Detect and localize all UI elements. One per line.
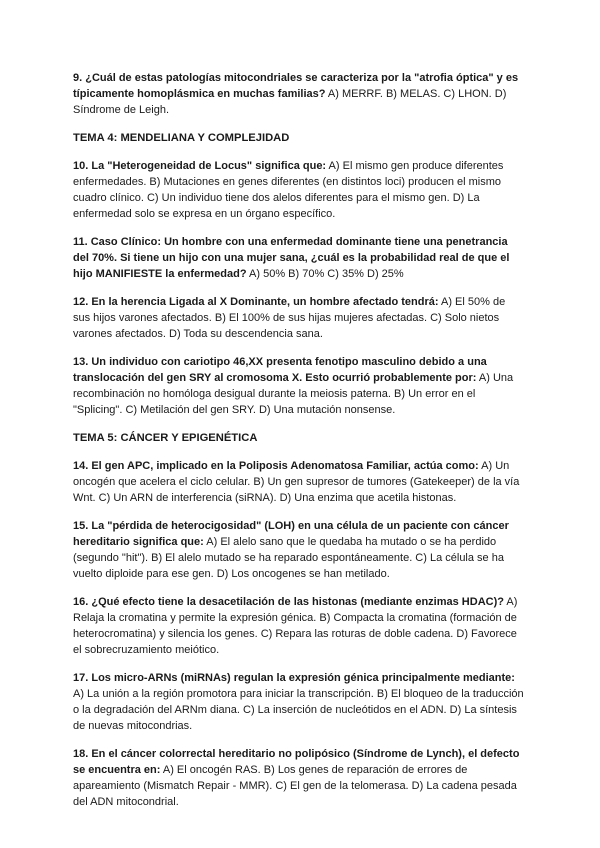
question-stem: 16. ¿Qué efecto tiene la desacetilación de las histonas (mediante enzimas HDAC)? [73, 596, 504, 608]
question-13 [73, 354, 524, 418]
question-10 [73, 158, 524, 222]
question-12 [73, 294, 524, 342]
question-options: A) El mismo gen produce diferentes enfermedades. B) Mutaciones en genes diferentes (en distintos loci) producen el mismo cuadro clínico. C) Un individuo tiene dos alelos diferentes para el mismo gen. D) La enfermedad solo se expresa en un órgano específico. [73, 160, 504, 220]
question-14 [73, 458, 524, 506]
question-17 [73, 670, 524, 734]
question-options: A) Relaja la cromatina y permite la expresión génica. B) Compacta la cromatina (formación de heterocromatina) y silencia los genes. C) Repara las roturas de doble cadena. D) Favorece el sobrecruzamiento meiótico. [73, 596, 518, 656]
question-stem: 14. El gen APC, implicado en la Poliposis Adenomatosa Familiar, actúa como: [73, 460, 479, 472]
question-options: A) Una recombinación no homóloga desigual durante la meiosis paterna. B) Un error en el "Splicing". C) Metilación del gen SRY. D) Una mutación nonsense. [73, 372, 514, 416]
question-15 [73, 518, 524, 582]
question-18 [73, 746, 524, 810]
section-heading-tema-4: TEMA 4: MENDELIANA Y COMPLEJIDAD [73, 132, 290, 144]
question-stem: 15. La "pérdida de heterocigosidad" (LOH) en una célula de un paciente con cáncer hereditario significa que: [73, 520, 509, 548]
question-stem: 11. Caso Clínico: Un hombre con una enfermedad dominante tiene una penetrancia del 70%. Si tiene un hijo con una mujer sana, ¿cuál es la probabilidad real de que el hijo MANIFIESTE la enfermedad? [73, 236, 510, 280]
section-heading-tema-5: TEMA 5: CÁNCER Y EPIGENÉTICA [73, 432, 258, 444]
question-options: A) 50% B) 70% C) 35% D) 25% [246, 268, 404, 280]
question-stem: 12. En la herencia Ligada al X Dominante, un hombre afectado tendrá: [73, 296, 439, 308]
question-options: A) El 50% de sus hijos varones afectados. B) El 100% de sus hijas mujeres afectadas. C) Solo nietos varones afectados. D) Toda su descendencia sana. [73, 296, 506, 340]
question-stem: 10. La "Heterogeneidad de Locus" significa que: [73, 160, 327, 172]
question-stem: 13. Un individuo con cariotipo 46,XX presenta fenotipo masculino debido a una translocación del gen SRY al cromosoma X. Esto ocurrió probablemente por: [73, 356, 487, 384]
question-stem: 17. Los micro-ARNs (miRNAs) regulan la expresión génica principalmente mediante: [73, 672, 515, 684]
question-options: A) El oncogén RAS. B) Los genes de reparación de errores de apareamiento (Mismatch Repair - MMR). C) El gen de la telomerasa. D) La cadena pesada del ADN mitocondrial. [73, 764, 517, 808]
question-options: A) La unión a la región promotora para iniciar la transcripción. B) El bloqueo de la traducción o la degradación del ARNm diana. C) La inserción de nucleótidos en el ADN. D) La síntesis de nuevas mitocondrias. [73, 688, 524, 732]
question-16 [73, 594, 524, 658]
question-options: A) El alelo sano que le quedaba ha mutado o se ha perdido (segundo "hit"). B) El alelo mutado se ha reparado espontáneamente. C) La célula se ha vuelto diploide para ese gen. D) Los oncogenes se han metilado. [73, 536, 504, 580]
question-options: A) Un oncogén que acelera el ciclo celular. B) Un gen supresor de tumores (Gatekeeper) de la vía Wnt. C) Un ARN de interferencia (siRNA). D) Una enzima que acetila histonas. [73, 460, 520, 504]
question-9 [73, 70, 524, 118]
question-options: A) MERRF. B) MELAS. C) LHON. D) Síndrome de Leigh. [73, 88, 507, 116]
question-stem: 18. En el cáncer colorrectal hereditario no polipósico (Síndrome de Lynch), el defecto se encuentra en: [73, 748, 520, 776]
question-11 [73, 234, 524, 282]
question-stem: 9. ¿Cuál de estas patologías mitocondriales se caracteriza por la "atrofia óptica" y es típicamente homoplásmica en muchas familias? [73, 72, 519, 100]
